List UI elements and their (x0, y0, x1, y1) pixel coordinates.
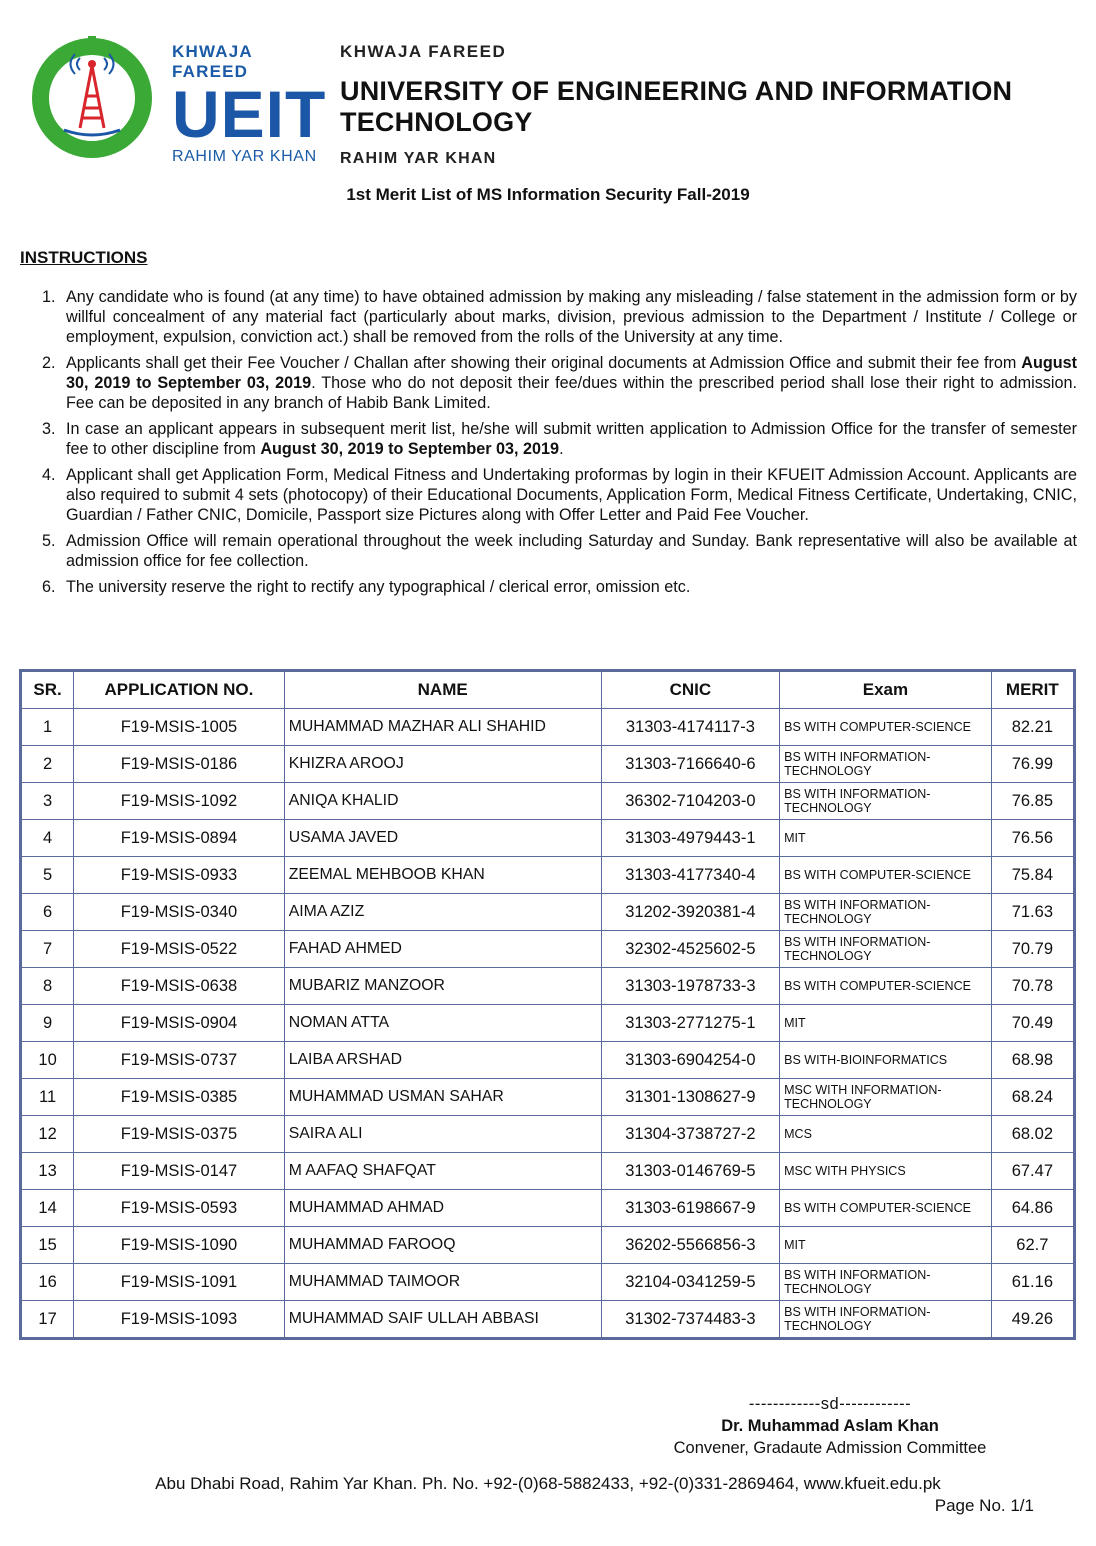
header-name: NAME (284, 672, 601, 709)
cell-merit: 76.56 (991, 820, 1073, 857)
table-row (22, 746, 1074, 783)
instruction-item (40, 531, 1077, 571)
cell-application-no: F19-MSIS-0522 (74, 931, 285, 968)
cell-exam: BS WITH INFORMATION-TECHNOLOGY (780, 1301, 992, 1338)
signature-sd: ------------sd------------ (748, 1395, 912, 1413)
cell-application-no: F19-MSIS-1005 (74, 709, 285, 746)
instructions-list (40, 287, 1077, 603)
cell-merit: 67.47 (991, 1153, 1073, 1190)
cell-merit: 71.63 (991, 894, 1073, 931)
cell-name: MUHAMMAD AHMAD (284, 1190, 601, 1227)
cell-cnic: 36302-7104203-0 (601, 783, 780, 820)
cell-name: USAMA JAVED (284, 820, 601, 857)
instructions-heading: INSTRUCTIONS (20, 248, 148, 267)
cell-application-no: F19-MSIS-1092 (74, 783, 285, 820)
instruction-item (40, 577, 1077, 597)
cell-cnic: 31303-6198667-9 (601, 1190, 780, 1227)
cell-cnic: 32104-0341259-5 (601, 1264, 780, 1301)
cell-application-no: F19-MSIS-0933 (74, 857, 285, 894)
cell-sr: 3 (22, 783, 74, 820)
cell-sr: 13 (22, 1153, 74, 1190)
signature-block (640, 1393, 1020, 1459)
cell-cnic: 31301-1308627-9 (601, 1079, 780, 1116)
cell-cnic: 31302-7374483-3 (601, 1301, 780, 1338)
cell-merit: 70.49 (991, 1005, 1073, 1042)
cell-name: LAIBA ARSHAD (284, 1042, 601, 1079)
instruction-number: 6. (42, 578, 56, 596)
instruction-text: Applicants shall get their Fee Voucher / Challan after showing their original documents at Admission Office and submit their fee from (66, 354, 1022, 372)
cell-merit: 70.79 (991, 931, 1073, 968)
cell-exam: MIT (780, 820, 992, 857)
cell-sr: 4 (22, 820, 74, 857)
cell-application-no: F19-MSIS-0737 (74, 1042, 285, 1079)
cell-name: MUHAMMAD TAIMOOR (284, 1264, 601, 1301)
cell-sr: 14 (22, 1190, 74, 1227)
instruction-text: Applicant shall get Application Form, Medical Fitness and Undertaking proformas by login in their KFUEIT Admission Account. Applicants are also required to submit 4 sets (photocopy) of their Educational Documents, Application Form, Medical Fitness Certificate, Undertaking, CNIC, Guardian / Father CNIC, Domicile, Passport size Pictures along with Offer Letter and Paid Fee Voucher. (66, 466, 1077, 524)
instruction-number: 2. (42, 354, 56, 372)
cell-merit: 61.16 (991, 1264, 1073, 1301)
cell-exam: BS WITH COMPUTER-SCIENCE (780, 968, 992, 1005)
cell-cnic: 31303-4177340-4 (601, 857, 780, 894)
document-title: 1st Merit List of MS Information Security Fall-2019 (346, 185, 750, 204)
cell-cnic: 32302-4525602-5 (601, 931, 780, 968)
cell-exam: MIT (780, 1005, 992, 1042)
cell-merit: 82.21 (991, 709, 1073, 746)
page-number: Page No. 1/1 (934, 1496, 1034, 1515)
brand-main-text: UEIT (172, 77, 327, 151)
cell-cnic: 31303-0146769-5 (601, 1153, 780, 1190)
table-header-row (22, 672, 1074, 709)
university-line2: UNIVERSITY OF ENGINEERING AND INFORMATION TECHNOLOGY (340, 76, 1013, 137)
cell-cnic: 31303-1978733-3 (601, 968, 780, 1005)
instruction-number: 4. (42, 466, 56, 484)
cell-name: ZEEMAL MEHBOOB KHAN (284, 857, 601, 894)
instruction-item (40, 287, 1077, 347)
instruction-number: 5. (42, 532, 56, 550)
table-row (22, 1005, 1074, 1042)
cell-exam: BS WITH COMPUTER-SCIENCE (780, 857, 992, 894)
cell-name: MUHAMMAD MAZHAR ALI SHAHID (284, 709, 601, 746)
cell-name: MUHAMMAD FAROOQ (284, 1227, 601, 1264)
cell-sr: 10 (22, 1042, 74, 1079)
cell-name: MUHAMMAD SAIF ULLAH ABBASI (284, 1301, 601, 1338)
cell-sr: 17 (22, 1301, 74, 1338)
instruction-text: The university reserve the right to rectify any typographical / clerical error, omission etc. (66, 578, 691, 596)
cell-exam: BS WITH COMPUTER-SCIENCE (780, 1190, 992, 1227)
instruction-text: . (559, 440, 564, 458)
cell-sr: 2 (22, 746, 74, 783)
cell-exam: MSC WITH PHYSICS (780, 1153, 992, 1190)
letterhead (30, 28, 1070, 168)
cell-merit: 49.26 (991, 1301, 1073, 1338)
cell-exam: BS WITH INFORMATION-TECHNOLOGY (780, 783, 992, 820)
cell-merit: 68.98 (991, 1042, 1073, 1079)
header-sr: SR. (22, 672, 74, 709)
cell-application-no: F19-MSIS-0904 (74, 1005, 285, 1042)
university-seal-logo (30, 36, 154, 160)
cell-merit: 64.86 (991, 1190, 1073, 1227)
cell-sr: 9 (22, 1005, 74, 1042)
brand-top-text: KHWAJA FAREED (172, 42, 253, 81)
table-row (22, 709, 1074, 746)
table-row (22, 894, 1074, 931)
cell-exam: MSC WITH INFORMATION-TECHNOLOGY (780, 1079, 992, 1116)
merit-table-container (19, 669, 1076, 1340)
cell-sr: 12 (22, 1116, 74, 1153)
cell-sr: 16 (22, 1264, 74, 1301)
cell-application-no: F19-MSIS-0147 (74, 1153, 285, 1190)
cell-application-no: F19-MSIS-0340 (74, 894, 285, 931)
cell-merit: 76.85 (991, 783, 1073, 820)
table-row (22, 1116, 1074, 1153)
table-row (22, 968, 1074, 1005)
cell-exam: BS WITH COMPUTER-SCIENCE (780, 709, 992, 746)
instruction-item (40, 353, 1077, 413)
cell-sr: 11 (22, 1079, 74, 1116)
cell-exam: MCS (780, 1116, 992, 1153)
cell-cnic: 36202-5566856-3 (601, 1227, 780, 1264)
instruction-number: 3. (42, 420, 56, 438)
university-line1: KHWAJA FAREED (340, 42, 507, 61)
instruction-text: In case an applicant appears in subsequent merit list, he/she will submit written application to Admission Office for the transfer of semester fee to other discipline from (66, 420, 1077, 458)
table-row (22, 931, 1074, 968)
table-row (22, 1042, 1074, 1079)
cell-exam: MIT (780, 1227, 992, 1264)
signatory-name: Dr. Muhammad Aslam Khan (721, 1417, 939, 1435)
instruction-item (40, 465, 1077, 525)
cell-name: AIMA AZIZ (284, 894, 601, 931)
cell-cnic: 31303-6904254-0 (601, 1042, 780, 1079)
header-application-no: APPLICATION NO. (74, 672, 285, 709)
cell-name: KHIZRA AROOJ (284, 746, 601, 783)
cell-merit: 62.7 (991, 1227, 1073, 1264)
instruction-number: 1. (42, 288, 56, 306)
cell-application-no: F19-MSIS-0186 (74, 746, 285, 783)
table-row (22, 1079, 1074, 1116)
table-row (22, 1153, 1074, 1190)
cell-name: MUHAMMAD USMAN SAHAR (284, 1079, 601, 1116)
cell-merit: 76.99 (991, 746, 1073, 783)
cell-exam: BS WITH INFORMATION-TECHNOLOGY (780, 1264, 992, 1301)
cell-cnic: 31303-4174117-3 (601, 709, 780, 746)
signatory-designation: Convener, Gradaute Admission Committee (673, 1439, 987, 1457)
brand-block (172, 42, 332, 166)
cell-sr: 8 (22, 968, 74, 1005)
cell-merit: 70.78 (991, 968, 1073, 1005)
cell-application-no: F19-MSIS-0375 (74, 1116, 285, 1153)
cell-sr: 15 (22, 1227, 74, 1264)
cell-application-no: F19-MSIS-0593 (74, 1190, 285, 1227)
cell-exam: BS WITH INFORMATION-TECHNOLOGY (780, 746, 992, 783)
table-row (22, 820, 1074, 857)
cell-application-no: F19-MSIS-1093 (74, 1301, 285, 1338)
cell-cnic: 31202-3920381-4 (601, 894, 780, 931)
cell-name: M AAFAQ SHAFQAT (284, 1153, 601, 1190)
footer-address: Abu Dhabi Road, Rahim Yar Khan. Ph. No. +92-(0)68-5882433, +92-(0)331-2869464, www.kfueit.edu.pk (155, 1474, 941, 1493)
cell-exam: BS WITH-BIOINFORMATICS (780, 1042, 992, 1079)
cell-name: FAHAD AHMED (284, 931, 601, 968)
cell-cnic: 31303-4979443-1 (601, 820, 780, 857)
cell-cnic: 31303-7166640-6 (601, 746, 780, 783)
university-name-block (340, 42, 1070, 168)
cell-exam: BS WITH INFORMATION-TECHNOLOGY (780, 931, 992, 968)
cell-merit: 75.84 (991, 857, 1073, 894)
cell-name: SAIRA ALI (284, 1116, 601, 1153)
cell-merit: 68.24 (991, 1079, 1073, 1116)
cell-sr: 6 (22, 894, 74, 931)
table-row (22, 1301, 1074, 1338)
university-line3: RAHIM YAR KHAN (340, 150, 497, 167)
table-row (22, 1264, 1074, 1301)
cell-application-no: F19-MSIS-0638 (74, 968, 285, 1005)
cell-sr: 7 (22, 931, 74, 968)
header-exam: Exam (780, 672, 992, 709)
header-merit: MERIT (991, 672, 1073, 709)
cell-merit: 68.02 (991, 1116, 1073, 1153)
cell-exam: BS WITH INFORMATION-TECHNOLOGY (780, 894, 992, 931)
cell-cnic: 31303-2771275-1 (601, 1005, 780, 1042)
merit-table (21, 671, 1074, 1338)
cell-name: MUBARIZ MANZOOR (284, 968, 601, 1005)
header-cnic: CNIC (601, 672, 780, 709)
cell-cnic: 31304-3738727-2 (601, 1116, 780, 1153)
cell-sr: 1 (22, 709, 74, 746)
cell-application-no: F19-MSIS-0894 (74, 820, 285, 857)
instruction-date-range: August 30, 2019 to September 03, 2019 (66, 354, 1077, 392)
table-row (22, 857, 1074, 894)
cell-application-no: F19-MSIS-1091 (74, 1264, 285, 1301)
cell-sr: 5 (22, 857, 74, 894)
cell-application-no: F19-MSIS-1090 (74, 1227, 285, 1264)
cell-application-no: F19-MSIS-0385 (74, 1079, 285, 1116)
instruction-text: Any candidate who is found (at any time) to have obtained admission by making any misleading / false statement in the admission form or by willful concealment of any material fact (particularly about marks, division, previous admission to the Department / Institute / College or employment, expulsion, conviction act.) shall be removed from the rolls of the University at any time. (66, 288, 1077, 346)
brand-bottom-text: RAHIM YAR KHAN (172, 148, 317, 165)
table-row (22, 783, 1074, 820)
cell-name: NOMAN ATTA (284, 1005, 601, 1042)
table-row (22, 1190, 1074, 1227)
instruction-date-range: August 30, 2019 to September 03, 2019 (260, 440, 560, 458)
instruction-text: . Those who do not deposit their fee/dues within the prescribed period shall lose their right to admission. Fee can be deposited in any branch of Habib Bank Limited. (66, 374, 1077, 412)
instruction-text: Admission Office will remain operational throughout the week including Saturday and Sunday. Bank representative will also be available at admission office for fee collection. (66, 532, 1077, 570)
table-row (22, 1227, 1074, 1264)
cell-name: ANIQA KHALID (284, 783, 601, 820)
instruction-item (40, 419, 1077, 459)
